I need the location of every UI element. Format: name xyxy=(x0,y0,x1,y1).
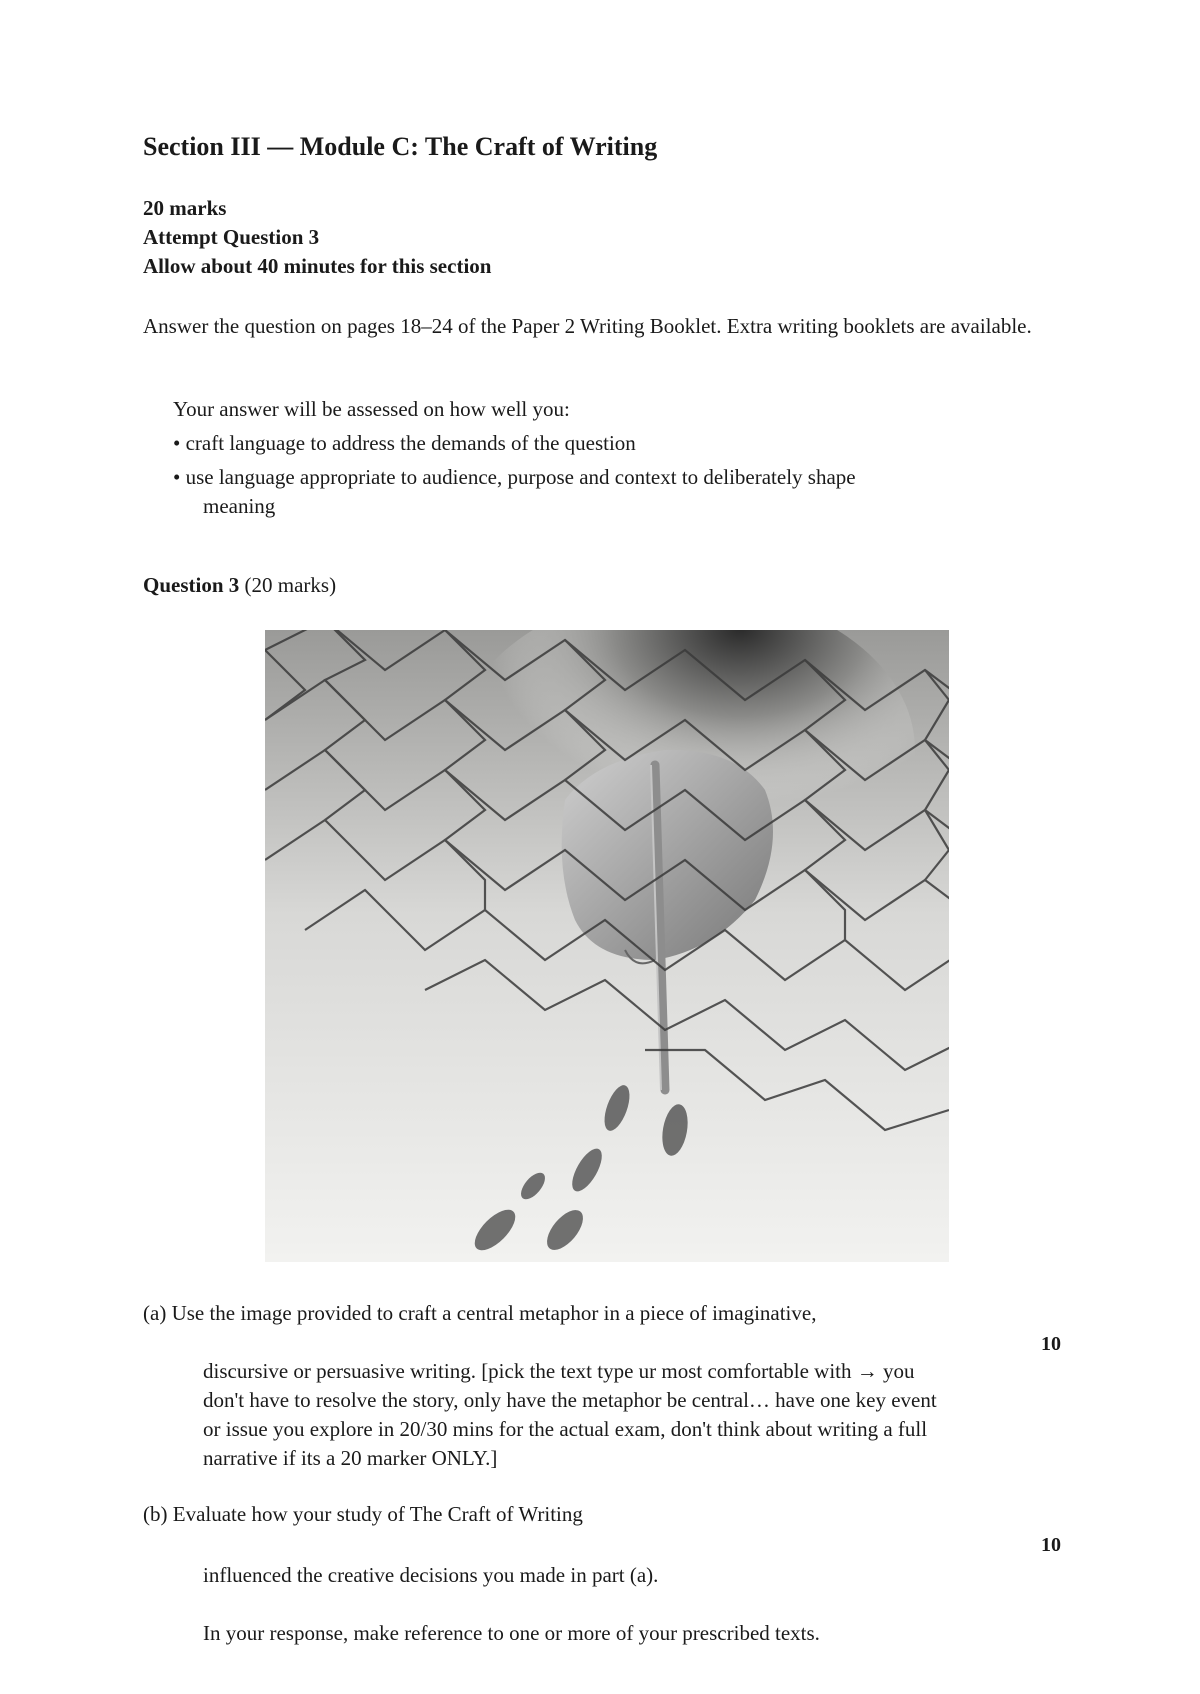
time-allowance: Allow about 40 minutes for this section xyxy=(143,254,492,278)
question-label: Question 3 xyxy=(143,573,240,597)
part-b-marks: 10 xyxy=(1041,1534,1061,1556)
part-b-label: (b) xyxy=(143,1502,168,1526)
question-marks: (20 marks) xyxy=(244,573,337,597)
section-title: Section III — Module C: The Craft of Writing xyxy=(143,132,658,161)
part-b-prompt: (b) Evaluate how your study of The Craft of Writing xyxy=(143,1502,583,1526)
part-a-marks: 10 xyxy=(1041,1333,1061,1355)
part-b-line: In your response, make reference to one or more of your prescribed texts. xyxy=(203,1621,820,1645)
answer-instructions: Answer the question on pages 18–24 of the Paper 2 Writing Booklet. Extra writing booklets are available. xyxy=(143,314,1032,338)
section-marks: 20 marks xyxy=(143,196,227,220)
bullet-icon: • xyxy=(173,431,186,455)
part-a-continuation-line: or issue you explore in 20/30 mins for the actual exam, don't think about writing a full xyxy=(203,1417,928,1441)
part-a-continuation-line: discursive or persuasive writing. [pick the text type ur most comfortable with → you xyxy=(203,1359,915,1383)
attempt-instruction: Attempt Question 3 xyxy=(143,225,320,249)
bullet-icon: • xyxy=(173,465,186,489)
part-a-continuation-line: narrative if its a 20 marker ONLY.] xyxy=(203,1446,498,1470)
stimulus-image xyxy=(265,630,949,1262)
question-heading xyxy=(143,573,336,598)
part-a-label: (a) xyxy=(143,1301,167,1325)
assessment-bullet: • craft language to address the demands of the question xyxy=(173,431,636,455)
assessment-bullet: • use language appropriate to audience, purpose and context to deliberately shape xyxy=(173,465,856,489)
assessment-bullet-continuation: meaning xyxy=(203,494,276,518)
assessment-intro: Your answer will be assessed on how well you: xyxy=(173,397,570,421)
part-a-prompt: (a) Use the image provided to craft a central metaphor in a piece of imaginative, xyxy=(143,1301,817,1325)
part-a-continuation-line: don't have to resolve the story, only have the metaphor be central… have one key event xyxy=(203,1388,937,1412)
part-b-line: influenced the creative decisions you made in part (a). xyxy=(203,1563,659,1587)
